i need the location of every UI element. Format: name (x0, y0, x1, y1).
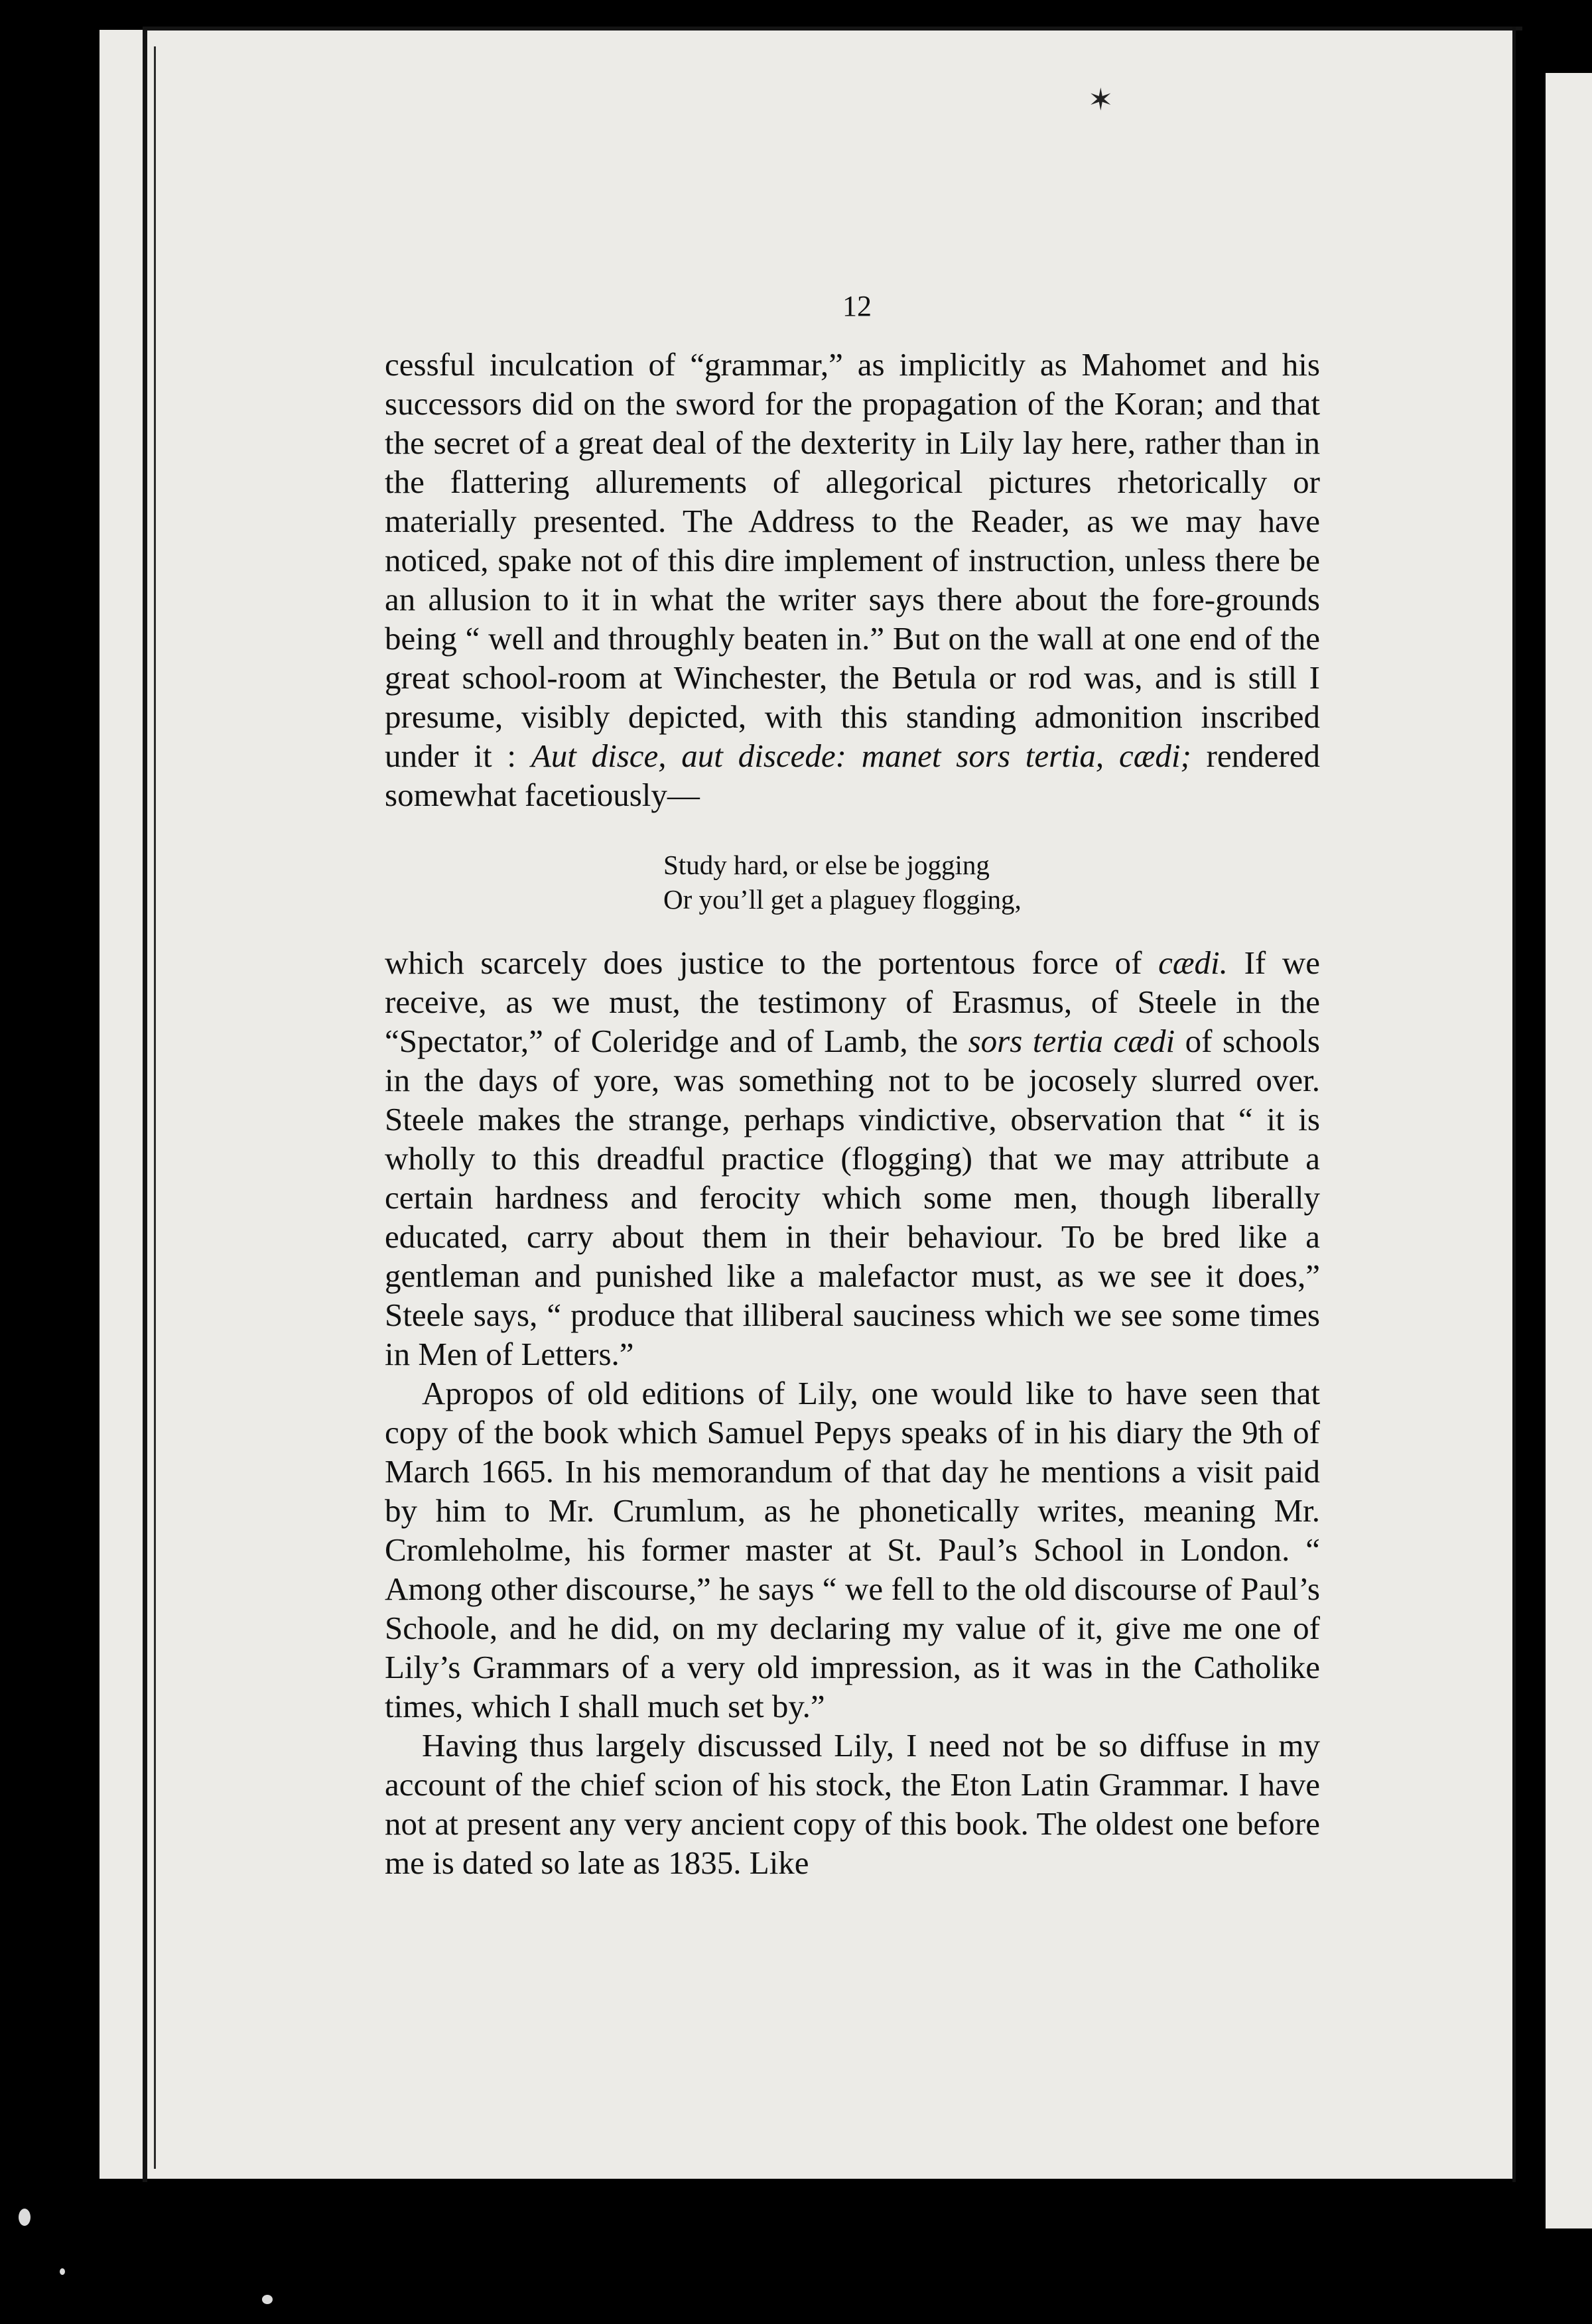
scan-speck (19, 2209, 31, 2226)
next-page-strip (1546, 73, 1592, 2228)
page-edge-right (1512, 27, 1516, 2182)
latin-quote: Aut disce, aut discede: manet sors tertia, cædi; (531, 738, 1191, 774)
paragraph-text: If we receive, as we must, the testimony of Erasmus, of Steele in the “Spectator,” of Coleridge and of Lamb, the (385, 944, 1320, 1059)
page-edge-left (143, 27, 147, 2182)
ink-blot-icon: ✶ (1088, 83, 1114, 117)
paragraph: Having thus largely discussed Lily, I need not be so diffuse in my account of the chief scion of his stock, the Eton Latin Grammar. I have not at present any very ancient copy of this book. The oldest one before me is dated so late as 1835. Like (385, 1727, 1320, 1881)
latin-word: cædi. (1158, 944, 1228, 981)
verse-line: Or you’ll get a plaguey flogging, (663, 884, 1022, 915)
paragraph-text: rendered somewhat facetiously— (385, 738, 1320, 813)
paragraph-text: of schools in the days of yore, was something not to be jocosely slurred over. Steele makes the strange, perhaps vindictive, observation that “ it is wholly to this dreadful practice (flogging) that we may attribute a certain hardness and ferocity which some men, though liberally educated, carry about them in their behaviour. To be bred like a gentleman and punished like a malefactor must, as we see it does,” Steele says, “ produce that illiberal sauciness which we see some times in Men of Letters.” (385, 1023, 1320, 1372)
scan-speck (262, 2295, 273, 2304)
page-edge-left-inner (154, 46, 156, 2169)
scan-speck (60, 2268, 65, 2275)
body-text (385, 345, 1320, 1882)
page-edge-top (143, 27, 1522, 31)
paragraph (385, 943, 1320, 1374)
page-number: 12 (842, 290, 872, 322)
verse-line: Study hard, or else be jogging (663, 850, 990, 880)
paragraph-text: which scarcely does justice to the portentous force of (385, 944, 1159, 981)
verse-quote (663, 848, 1320, 917)
paragraph-text: cessful inculcation of “grammar,” as implicitly as Mahomet and his successors did on the sword for the propagation of the Koran; and that the secret of a great deal of the dexterity in Lily lay here, rather than in the flattering allurements of allegorical pictures rhetorically or materially presented. The Address to the Reader, as we may have noticed, spake not of this dire implement of instruction, unless there be an allusion to it in what the writer says there about the fore-grounds being “ well and throughly beaten in.” But on the wall at one end of the great school-room at Winchester, the Betula or rod was, and is still I presume, visibly depicted, with this standing admonition inscribed under it : (385, 346, 1320, 774)
latin-phrase: sors tertia cædi (968, 1023, 1175, 1059)
paragraph (385, 345, 1320, 814)
paragraph: Apropos of old editions of Lily, one would like to have seen that copy of the book which Samuel Pepys speaks of in his diary the 9th of March 1665. In his memorandum of that day he mentions a visit paid by him to Mr. Crumlum, as he phonetically writes, meaning Mr. Cromleholme, his former master at St. Paul’s School in London. “ Among other discourse,” he says “ we fell to the old discourse of Paul’s Schoole, and he did, on my declaring my value of it, give me one of Lily’s Grammars of a very old impression, as it was in the Catholike times, which I shall much set by.” (385, 1375, 1320, 1724)
